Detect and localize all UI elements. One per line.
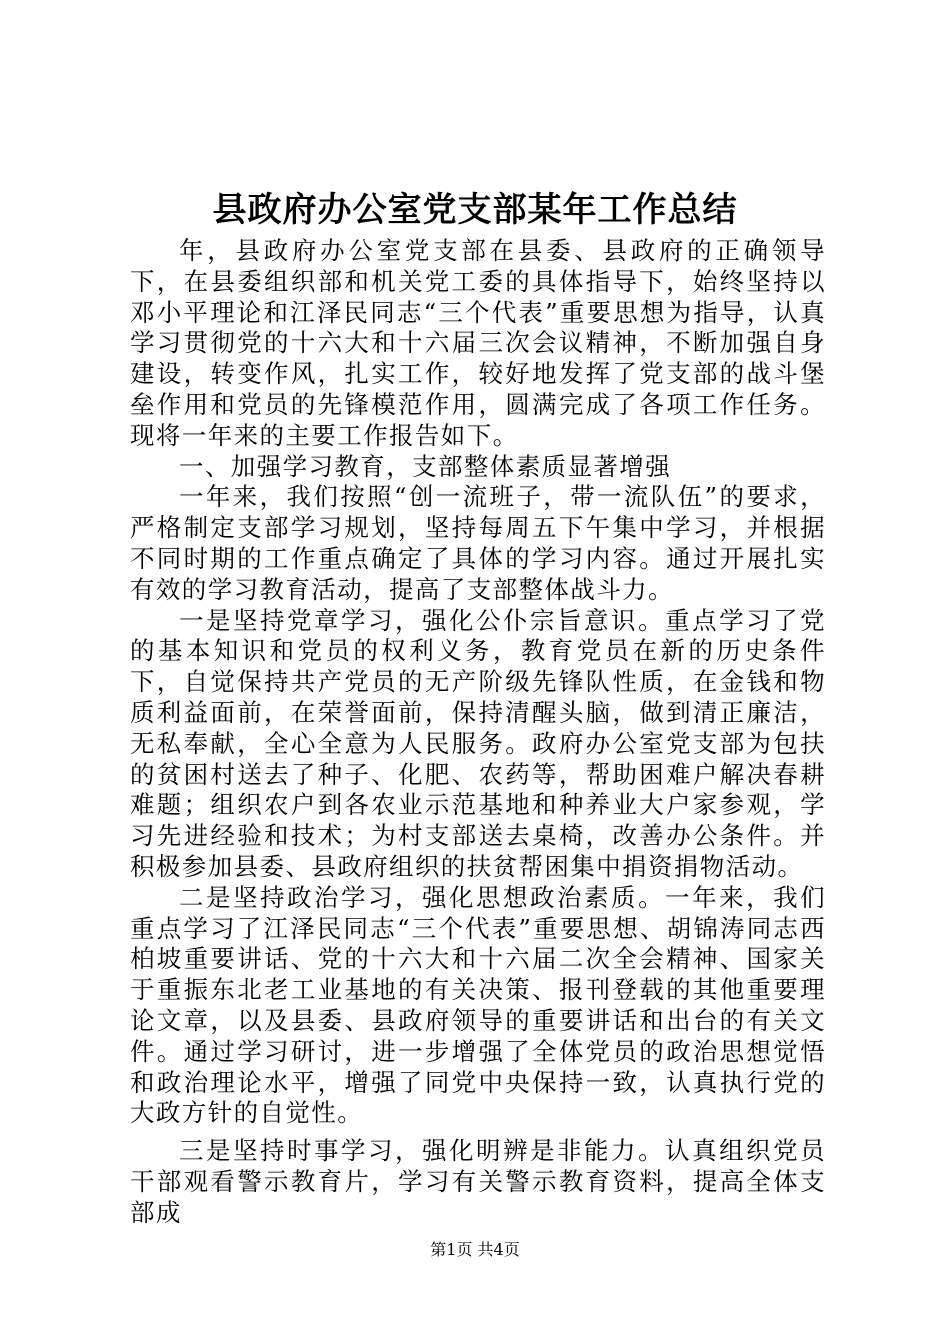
paragraph-intro: 年，县政府办公室党支部在县委、县政府的正确领导下，在县委组织部和机关党工委的具体指导下，始终坚持以邓小平理论和江泽民同志“三个代表”重要思想为指导，认真学习贯彻党的十六大和十六届三次会议精神，不断加强自身建设，转变作风，扎实工作，较好地发挥了党支部的战斗堡垒作用和党员的先锋模范作用，圆满完成了各项工作任务。现将一年来的主要工作报告如下。 xyxy=(130,236,826,450)
paragraph-current-affairs: 三是坚持时事学习，强化明辨是非能力。认真组织党员干部观看警示教育片，学习有关警示教育资料，提高全体支部成 xyxy=(130,1136,826,1227)
section-heading-1: 一、加强学习教育，支部整体素质显著增强 xyxy=(179,451,672,481)
paragraph-study-overview: 一年来，我们按照“创一流班子，带一流队伍”的要求，严格制定支部学习规划，坚持每周五下午集中学习，并根据不同时期的工作重点确定了具体的学习内容。通过开展扎实有效的学习教育活动，提高了支部整体战斗力。 xyxy=(130,482,826,604)
document-title: 县政府办公室党支部某年工作总结 xyxy=(212,190,738,230)
page-footer: 第1页 共4页 xyxy=(430,1240,520,1259)
paragraph-party-constitution: 一是坚持党章学习，强化公仆宗旨意识。重点学习了党的基本知识和党员的权利义务，教育党员在新的历史条件下，自觉保持共产党员的无产阶级先锋队性质，在金钱和物质利益面前，在荣誉面前，保持清醒头脑，做到清正廉洁，无私奉献，全心全意为人民服务。政府办公室党支部为包扶的贫困村送去了种子、化肥、农药等，帮助困难户解决春耕难题；组织农户到各农业示范基地和种养业大户家参观，学习先进经验和技术；为村支部送去桌椅，改善办公条件。并积极参加县委、县政府组织的扶贫帮困集中捐资捐物活动。 xyxy=(130,605,826,881)
document-body xyxy=(130,236,826,1229)
paragraph-political-study: 二是坚持政治学习，强化思想政治素质。一年来，我们重点学习了江泽民同志“三个代表”重要思想、胡锦涛同志西柏坡重要讲话、党的十六大和十六届二次全会精神、国家关于重振东北老工业基地的有关决策、报刊登载的其他重要理论文章，以及县委、县政府领导的重要讲话和出台的有关文件。通过学习研讨，进一步增强了全体党员的政治思想觉悟和政治理论水平，增强了同党中央保持一致，认真执行党的大政方针的自觉性。 xyxy=(130,882,826,1128)
